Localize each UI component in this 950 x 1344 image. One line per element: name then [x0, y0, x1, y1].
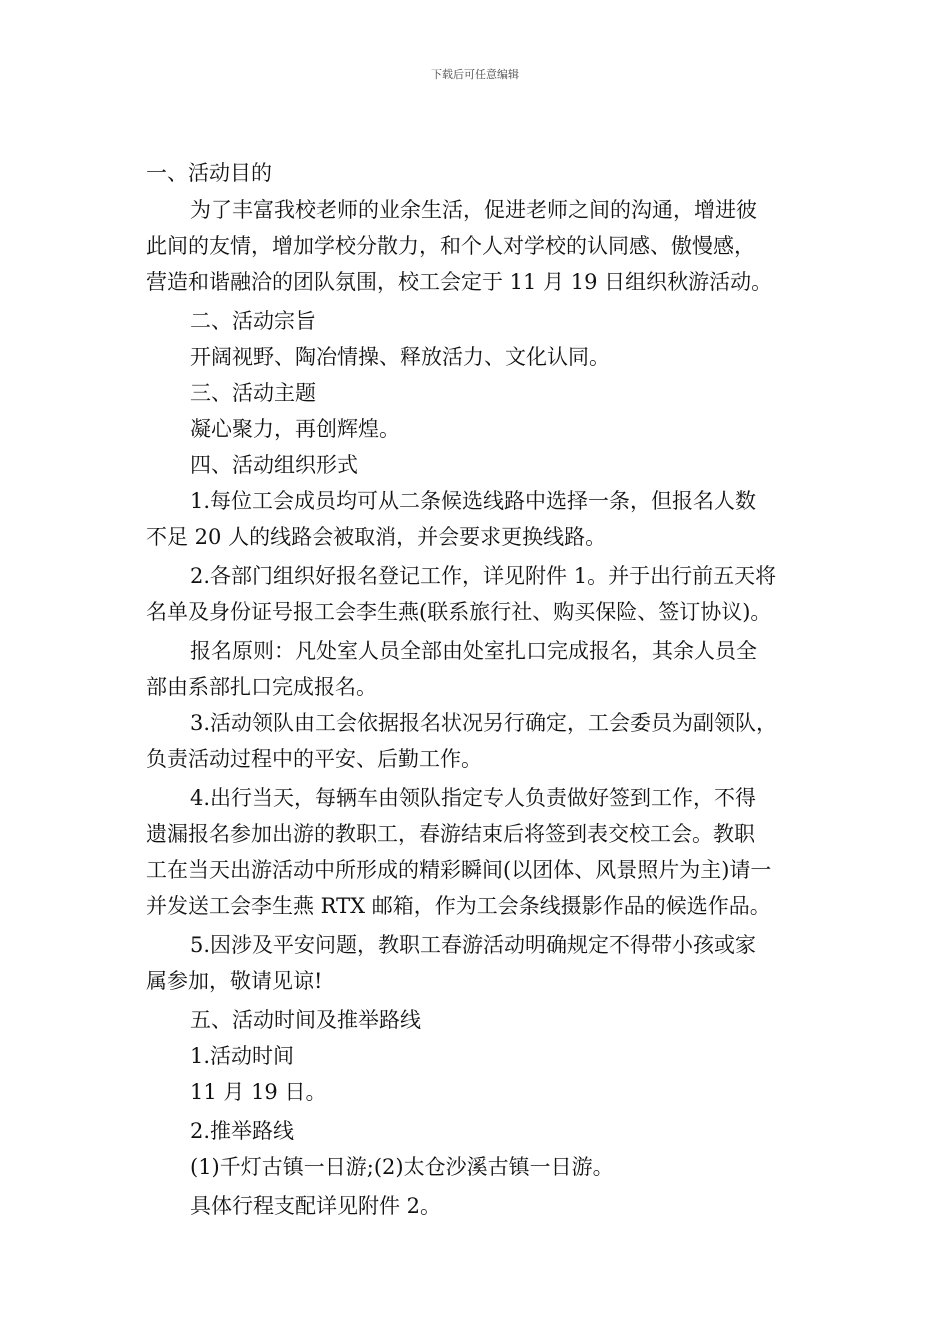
paragraph-line: 具体行程支配详见附件 2。 — [190, 1194, 442, 1218]
paragraph-line: 不足 20 人的线路会被取消，并会要求更换线路。 — [146, 525, 607, 549]
paragraph-line: (1)千灯古镇一日游;(2)太仓沙溪古镇一日游。 — [190, 1155, 614, 1179]
paragraph-line: 遗漏报名参加出游的教职工，春游结束后将签到表交校工会。教职 — [146, 822, 755, 846]
section-heading-purpose: 一、活动目的 — [146, 161, 272, 185]
paragraph-line: 4.出行当天，每辆车由领队指定专人负责做好签到工作，不得 — [190, 786, 757, 810]
header-note: 下载后可任意编辑 — [431, 68, 519, 81]
paragraph-line: 名单及身份证号报工会李生燕(联系旅行社、购买保险、签订协议)。 — [146, 600, 772, 624]
paragraph-line: 负责活动过程中的平安、后勤工作。 — [146, 747, 482, 771]
subheading-time: 1.活动时间 — [190, 1044, 295, 1068]
paragraph-line: 营造和谐融洽的团队氛围，校工会定于 11 月 19 日组织秋游活动。 — [146, 270, 773, 294]
paragraph-line: 开阔视野、陶冶情操、释放活力、文化认同。 — [190, 345, 610, 369]
paragraph-line: 1.每位工会成员均可从二条候选线路中选择一条，但报名人数 — [190, 489, 757, 513]
section-heading-theme: 三、活动主题 — [190, 381, 316, 405]
paragraph-line: 并发送工会李生燕 RTX 邮箱，作为工会条线摄影作品的候选作品。 — [146, 894, 771, 918]
paragraph-line: 3.活动领队由工会依据报名状况另行确定，工会委员为副领队， — [190, 711, 778, 735]
paragraph-line: 部由系部扎口完成报名。 — [146, 675, 377, 699]
paragraph-line: 为了丰富我校老师的业余生活，促进老师之间的沟通，增进彼 — [190, 198, 757, 222]
paragraph-line: 2.各部门组织好报名登记工作，详见附件 1。并于出行前五天将 — [190, 564, 777, 588]
section-heading-organization: 四、活动组织形式 — [190, 453, 358, 477]
paragraph-line: 5.因涉及平安问题，教职工春游活动明确规定不得带小孩或家 — [190, 933, 757, 957]
section-heading-aim: 二、活动宗旨 — [190, 309, 316, 333]
paragraph-line: 凝心聚力，再创辉煌。 — [190, 417, 400, 441]
paragraph-line: 属参加，敬请见谅! — [146, 969, 323, 993]
subheading-routes: 2.推举路线 — [190, 1119, 295, 1143]
paragraph-line: 11 月 19 日。 — [190, 1080, 327, 1104]
section-heading-schedule: 五、活动时间及推举路线 — [190, 1008, 421, 1032]
paragraph-line: 工在当天出游活动中所形成的精彩瞬间(以团体、风景照片为主)请一 — [146, 858, 772, 882]
paragraph-line: 此间的友情，增加学校分散力，和个人对学校的认同感、傲慢感， — [146, 234, 755, 258]
paragraph-line: 报名原则：凡处室人员全部由处室扎口完成报名，其余人员全 — [190, 639, 757, 663]
